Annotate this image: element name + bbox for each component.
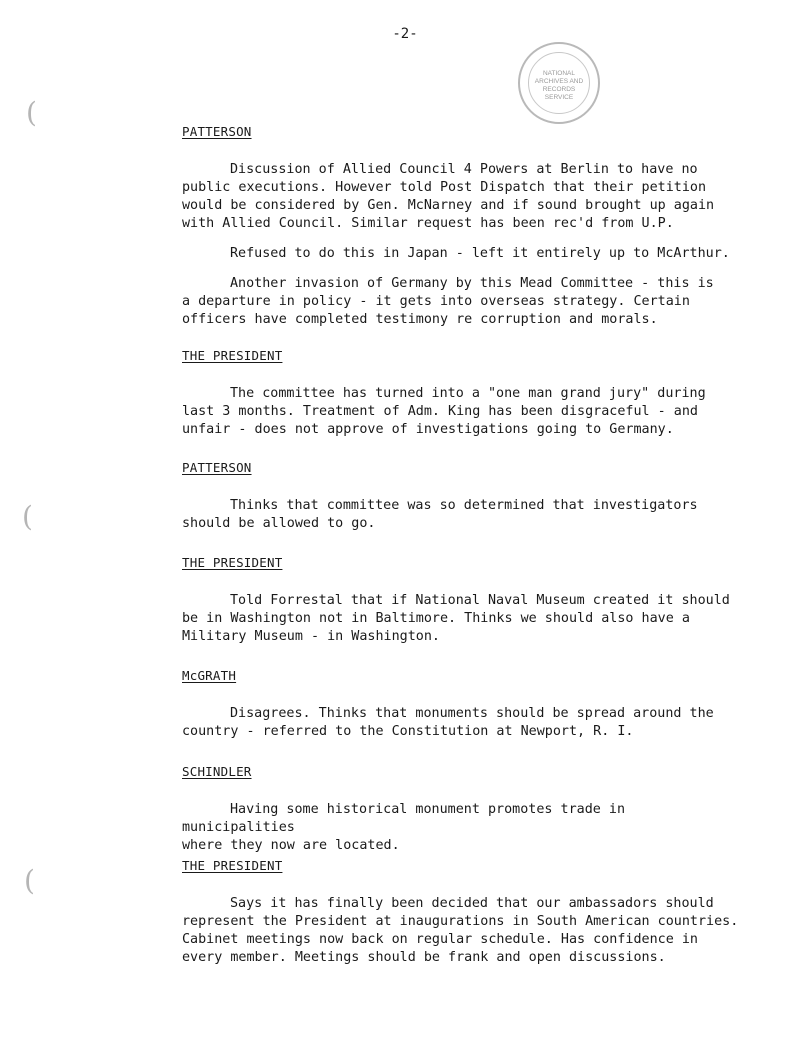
speaker-heading: THE PRESIDENT (182, 555, 283, 570)
paragraph (182, 705, 742, 741)
stamp-line: ARCHIVES AND (534, 78, 584, 85)
page-number: -2- (392, 26, 418, 42)
text-line: be in Washington not in Baltimore. Thinks we should also have a (182, 611, 690, 626)
text-line: officers have completed testimony re corruption and morals. (182, 312, 658, 327)
paragraph (182, 497, 742, 533)
section-president-1 (182, 348, 742, 451)
paragraph (182, 275, 742, 329)
text-line: every member. Meetings should be frank and open discussions. (182, 950, 666, 965)
text-line: Discussion of Allied Council 4 Powers at Berlin to have no (230, 162, 698, 177)
section-president-2 (182, 555, 742, 658)
text-line: with Allied Council. Similar request has been rec'd from U.P. (182, 216, 674, 231)
text-line: The committee has turned into a "one man grand jury" during (230, 386, 706, 401)
section-president-3 (182, 858, 742, 979)
section-mcgrath (182, 668, 742, 753)
text-line: would be considered by Gen. McNarney and if sound brought up again (182, 198, 715, 213)
text-line: where they now are located. (182, 838, 400, 853)
text-line: Another invasion of Germany by this Mead Committee - this is (230, 276, 714, 291)
speaker-heading: McGRATH (182, 668, 237, 683)
text-line: a departure in policy - it gets into overseas strategy. Certain (182, 294, 690, 309)
margin-mark: ( (22, 500, 33, 533)
speaker-heading: THE PRESIDENT (182, 348, 283, 363)
paragraph (182, 801, 742, 855)
text-line: Military Museum - in Washington. (182, 629, 440, 644)
paragraph (182, 895, 742, 967)
speaker-heading: PATTERSON (182, 124, 252, 139)
stamp-line: RECORDS (542, 86, 576, 93)
text-line: Told Forrestal that if National Naval Museum created it should (230, 593, 730, 608)
paragraph (182, 592, 742, 646)
archives-stamp-text (520, 70, 598, 102)
text-line: country - referred to the Constitution at Newport, R. I. (182, 724, 634, 739)
text-line: represent the President at inaugurations in South American countries. (182, 914, 739, 929)
text-line: last 3 months. Treatment of Adm. King has been disgraceful - and (182, 404, 698, 419)
section-patterson-2 (182, 460, 742, 545)
speaker-heading: SCHINDLER (182, 764, 252, 779)
speaker-heading: PATTERSON (182, 460, 252, 475)
paragraph (182, 161, 742, 233)
margin-mark: ( (24, 864, 35, 897)
section-schindler (182, 764, 742, 867)
stamp-line: NATIONAL (542, 70, 576, 77)
margin-mark: ( (26, 96, 37, 129)
text-line: public executions. However told Post Dispatch that their petition (182, 180, 707, 195)
text-line: Says it has finally been decided that our ambassadors should (230, 896, 714, 911)
speaker-heading: THE PRESIDENT (182, 858, 283, 873)
paragraph (182, 245, 742, 263)
stamp-line: SERVICE (544, 94, 574, 101)
text-line: unfair - does not approve of investigations going to Germany. (182, 422, 674, 437)
text-line: Refused to do this in Japan - left it entirely up to McArthur. (230, 246, 730, 261)
text-line: Having some historical monument promotes trade in municipalities (182, 802, 626, 835)
text-line: Disagrees. Thinks that monuments should be spread around the (230, 706, 714, 721)
paragraph (182, 385, 742, 439)
text-line: Thinks that committee was so determined that investigators (230, 498, 698, 513)
archives-stamp (518, 42, 600, 124)
text-line: Cabinet meetings now back on regular schedule. Has confidence in (182, 932, 698, 947)
text-line: should be allowed to go. (182, 516, 376, 531)
section-patterson-1 (182, 124, 742, 341)
